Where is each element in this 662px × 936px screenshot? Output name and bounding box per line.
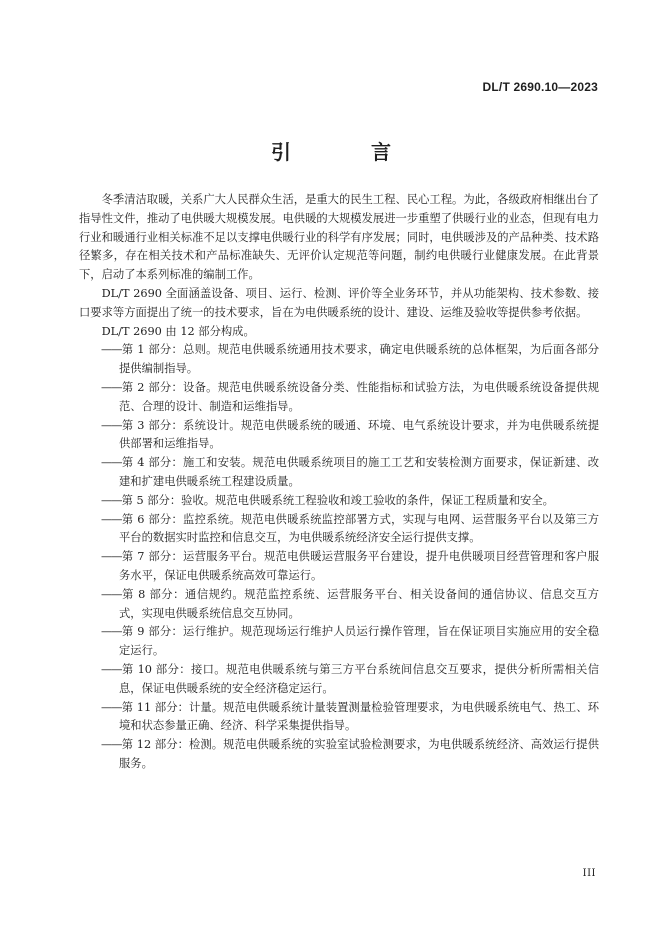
part-text: 第 10 部分：接口。规范电供暖系统与第三方平台系统间信息交互要求，提供分析所需相关信息，保证电供暖系统的安全经济稳定运行。 bbox=[119, 662, 599, 695]
part-text: 第 8 部分：通信规约。规范监控系统、运营服务平台、相关设备间的通信协议、信息交互方式，实现电供暖系统信息交互协同。 bbox=[119, 587, 599, 620]
intro-paragraph: 冬季清洁取暖，关系广大人民群众生活，是重大的民生工程、民心工程。为此，各级政府相继出台了指导性文件，推动了电供暖大规模发展。电供暖的大规模发展进一步重塑了供暖行业的业态，但现有电力行业和暖通行业相关标准不足以支撑电供暖行业的科学有序发展；同时，电供暖涉及的产品种类、技术路径繁多，存在相关技术和产品标准缺失、无评价认定规范等问题，制约电供暖行业健康发展。在此背景下，启动了本系列标准的编制工作。 bbox=[79, 193, 599, 282]
list-dash: —— bbox=[101, 625, 122, 639]
part-item bbox=[79, 661, 599, 699]
list-dash: —— bbox=[101, 587, 122, 601]
part-text: 第 3 部分：系统设计。规范电供暖系统的暖通、环境、电气系统设计要求，并为电供暖系统提供部署和运维指导。 bbox=[119, 418, 599, 451]
part-text: 第 5 部分：验收。规范电供暖系统工程验收和竣工验收的条件，保证工程质量和安全。 bbox=[121, 493, 554, 507]
structure-paragraph: DL/T 2690 由 12 部分构成。 bbox=[101, 324, 255, 338]
part-item bbox=[79, 492, 599, 511]
part-text: 第 1 部分：总则。规范电供暖系统通用技术要求，确定电供暖系统的总体框架，为后面各部分提供编制指导。 bbox=[119, 343, 599, 376]
part-item bbox=[79, 417, 599, 455]
list-dash: —— bbox=[101, 512, 122, 526]
list-dash: —— bbox=[101, 550, 122, 564]
document-body bbox=[79, 191, 599, 774]
part-item bbox=[79, 341, 599, 379]
part-item bbox=[79, 586, 599, 624]
part-text: 第 12 部分：检测。规范电供暖系统的实验室试验检测要求，为电供暖系统经济、高效运行提供服务。 bbox=[119, 738, 599, 770]
part-text: 第 2 部分：设备。规范电供暖系统设备分类、性能指标和试验方法，为电供暖系统设备提供规范、合理的设计、制造和运维指导。 bbox=[119, 380, 599, 413]
list-dash: —— bbox=[101, 418, 122, 432]
part-item bbox=[79, 379, 599, 417]
part-item bbox=[79, 699, 599, 737]
part-item bbox=[79, 736, 599, 774]
part-item bbox=[79, 511, 599, 549]
part-text: 第 6 部分：监控系统。规范电供暖系统监控部署方式，实现与电网、运营服务平台以及第三方平台的数据实时监控和信息交互，为电供暖系统经济安全运行提供支撑。 bbox=[119, 512, 599, 545]
list-dash: —— bbox=[101, 662, 122, 676]
page-number: III bbox=[582, 868, 596, 879]
part-item bbox=[79, 454, 599, 492]
scope-paragraph: DL/T 2690 全面涵盖设备、项目、运行、检测、评价等全业务环节，并从功能架构、技术参数、接口要求等方面提出了统一的技术要求，旨在为电供暖系统的设计、建设、运维及验收等提供参考依据。 bbox=[79, 286, 599, 319]
list-dash: —— bbox=[101, 456, 122, 470]
list-dash: —— bbox=[101, 380, 122, 394]
list-dash: —— bbox=[101, 700, 122, 714]
part-text: 第 9 部分：运行维护。规范现场运行维护人员运行操作管理，旨在保证项目实施应用的安全稳定运行。 bbox=[119, 625, 599, 658]
page-title: 引 言 bbox=[271, 140, 421, 164]
list-dash: —— bbox=[101, 493, 122, 507]
part-item bbox=[79, 548, 599, 586]
list-dash: —— bbox=[101, 738, 122, 752]
list-dash: —— bbox=[101, 343, 122, 357]
part-text: 第 4 部分：施工和安装。规范电供暖系统项目的施工工艺和安装检测方面要求，保证新建、改建和扩建电供暖系统工程建设质量。 bbox=[119, 456, 599, 488]
standard-code: DL/T 2690.10—2023 bbox=[482, 80, 598, 94]
part-item bbox=[79, 623, 599, 661]
part-text: 第 11 部分：计量。规范电供暖系统计量装置测量检验管理要求，为电供暖系统电气、热工、环境和状态参量正确、经济、科学采集提供指导。 bbox=[119, 700, 599, 733]
part-text: 第 7 部分：运营服务平台。规范电供暖运营服务平台建设，提升电供暖项目经营管理和客户服务水平，保证电供暖系统高效可靠运行。 bbox=[119, 550, 599, 582]
